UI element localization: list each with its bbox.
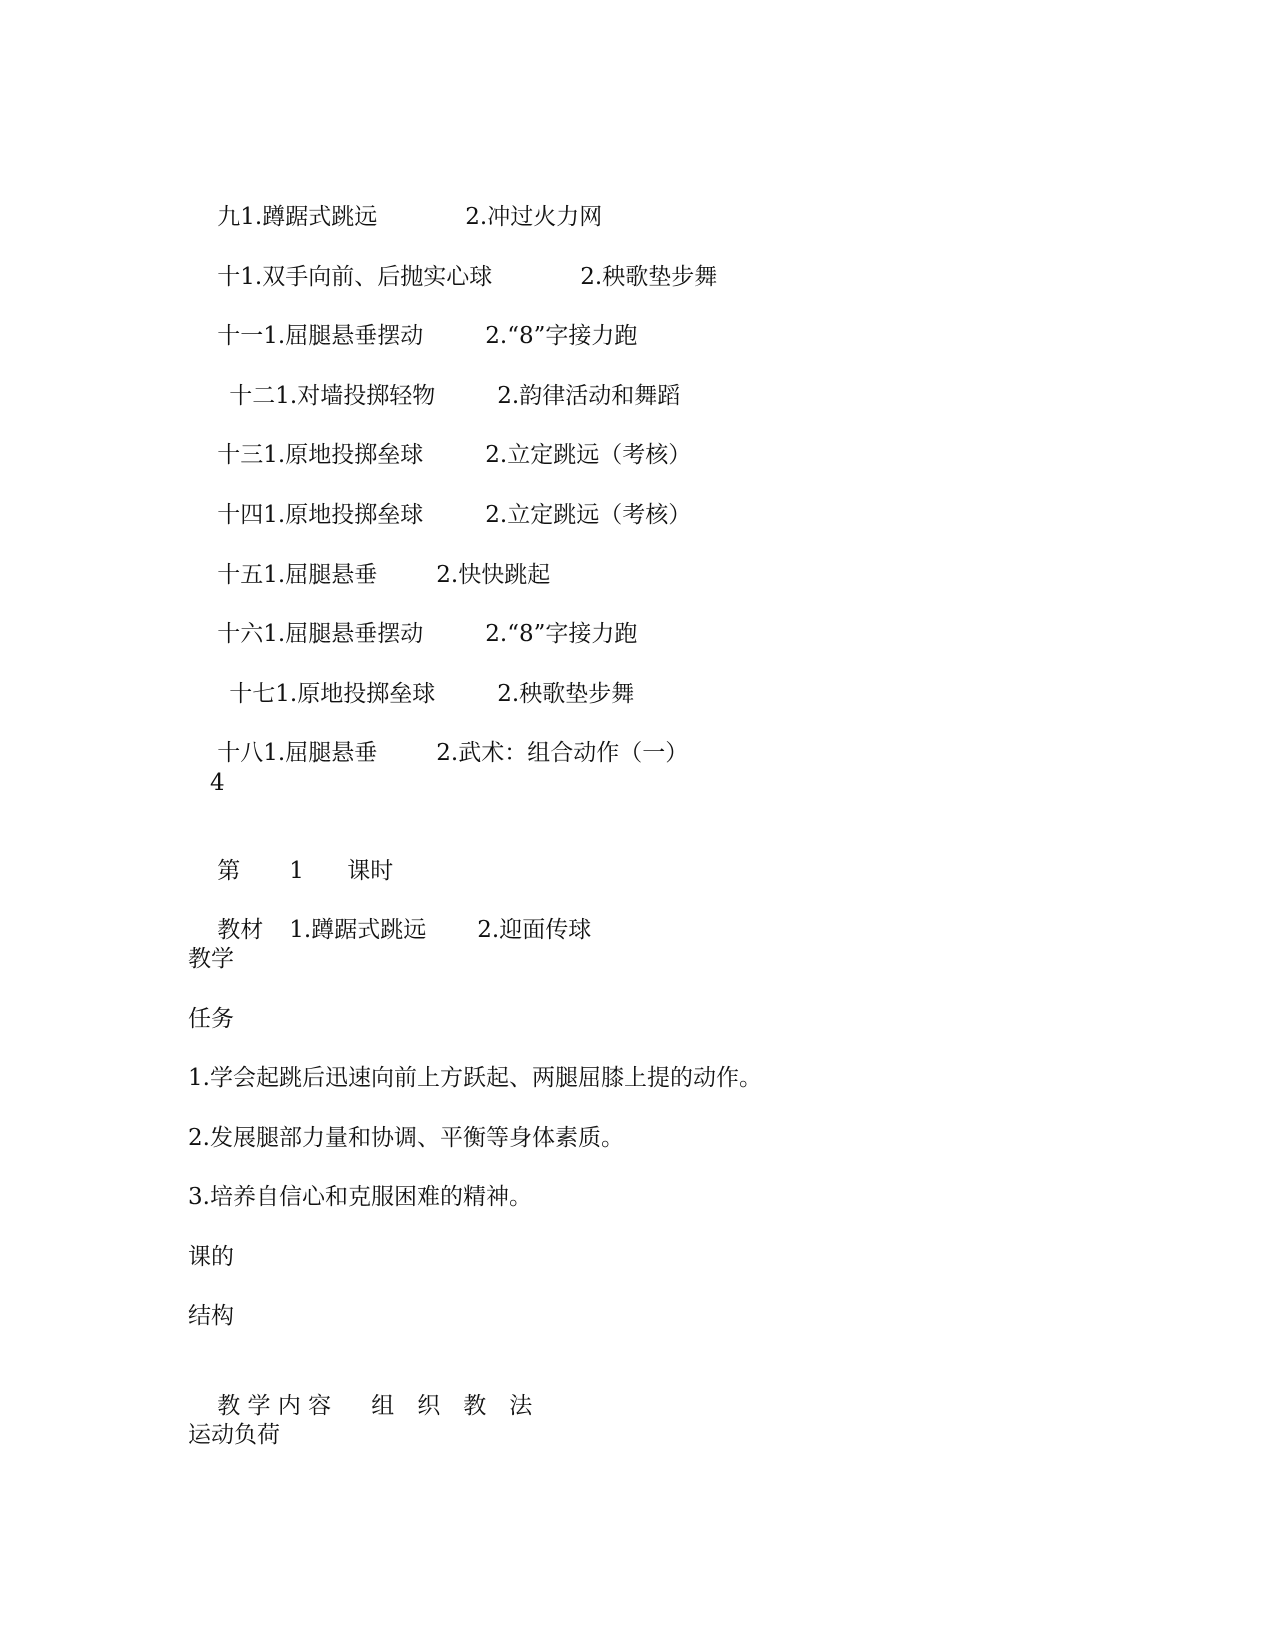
material-item-1: 1.蹲踞式跳远 xyxy=(289,917,427,943)
item-1: 1.屈腿悬垂 xyxy=(263,562,378,588)
item-2: 2.立定跳远（考核） xyxy=(485,502,692,528)
item-1: 1.双手向前、后抛实心球 xyxy=(240,264,493,290)
page-number: 4 xyxy=(210,770,225,796)
structure-label-2: 结构 xyxy=(188,1303,234,1329)
item-2: 2.秧歌垫步舞 xyxy=(580,264,718,290)
task-label-2: 任务 xyxy=(188,1006,234,1032)
week-number: 十七 xyxy=(229,681,276,707)
week-number: 十二 xyxy=(229,383,276,409)
task-label-1: 教学 xyxy=(188,946,234,972)
item-2: 2.冲过火力网 xyxy=(465,204,603,230)
item-2: 2.武术：组合动作（一） xyxy=(436,740,689,766)
material-item-2: 2.迎面传球 xyxy=(477,917,592,943)
week-number: 十四 xyxy=(217,502,264,528)
header-content: 教 学 内 容 xyxy=(217,1393,332,1419)
load-label: 运动负荷 xyxy=(188,1422,280,1448)
lesson-keshi: 课时 xyxy=(347,858,394,884)
item-1: 1.对墙投掷轻物 xyxy=(275,383,436,409)
task-item: 1.学会起跳后迅速向前上方跃起、两腿屈膝上提的动作。 xyxy=(188,1065,762,1091)
item-1: 1.屈腿悬垂摆动 xyxy=(263,323,424,349)
item-2: 2.立定跳远（考核） xyxy=(485,442,692,468)
item-2: 2.“8”字接力跑 xyxy=(485,621,638,647)
week-number: 十八 xyxy=(217,740,264,766)
week-number: 十六 xyxy=(217,621,264,647)
item-1: 1.原地投掷垒球 xyxy=(275,681,436,707)
week-number: 九 xyxy=(217,204,241,230)
item-2: 2.快快跳起 xyxy=(436,562,551,588)
item-1: 1.屈腿悬垂摆动 xyxy=(263,621,424,647)
material-label: 教材 xyxy=(217,917,264,943)
header-organization: 组 织 教 法 xyxy=(371,1393,533,1419)
item-2: 2.秧歌垫步舞 xyxy=(497,681,635,707)
item-1: 1.蹲踞式跳远 xyxy=(240,204,378,230)
item-2: 2.韵律活动和舞蹈 xyxy=(497,383,681,409)
week-number: 十 xyxy=(217,264,241,290)
lesson-number: 1 xyxy=(289,858,304,884)
item-1: 1.屈腿悬垂 xyxy=(263,740,378,766)
week-number: 十五 xyxy=(217,562,264,588)
item-2: 2.“8”字接力跑 xyxy=(485,323,638,349)
item-1: 1.原地投掷垒球 xyxy=(263,502,424,528)
structure-label-1: 课的 xyxy=(188,1244,234,1270)
lesson-di: 第 xyxy=(217,858,241,884)
week-number: 十一 xyxy=(217,323,264,349)
week-number: 十三 xyxy=(217,442,264,468)
task-item: 3.培养自信心和克服困难的精神。 xyxy=(188,1184,532,1210)
item-1: 1.原地投掷垒球 xyxy=(263,442,424,468)
schedule-row xyxy=(188,708,688,798)
task-item: 2.发展腿部力量和协调、平衡等身体素质。 xyxy=(188,1125,624,1151)
material-row xyxy=(188,885,591,975)
